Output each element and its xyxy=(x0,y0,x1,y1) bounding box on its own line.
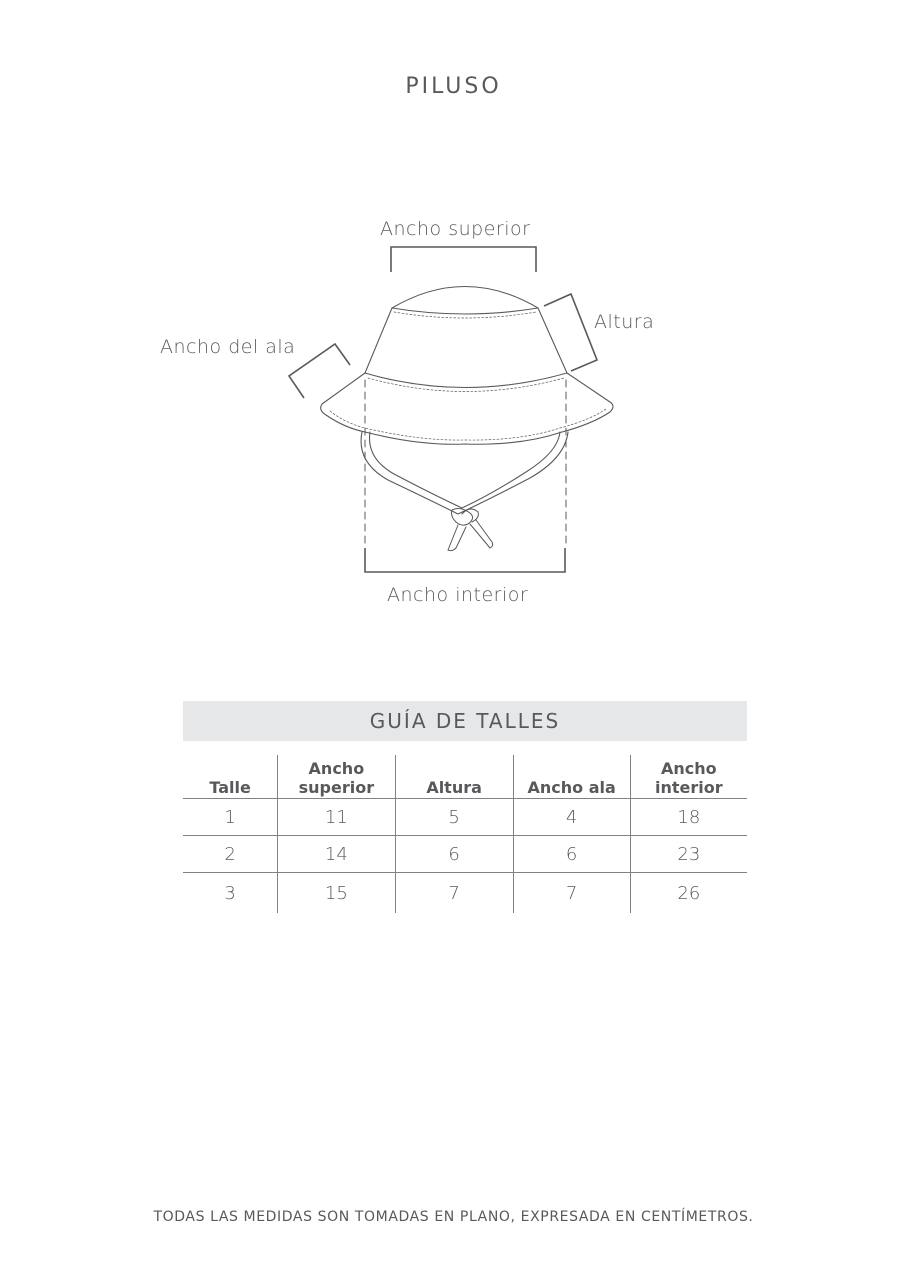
column-header-size: Talle xyxy=(183,755,278,799)
hat-crown-seam xyxy=(392,308,538,314)
cell-top-width: 14 xyxy=(278,836,395,873)
top-width-bracket xyxy=(391,247,536,272)
cell-brim-width: 7 xyxy=(513,873,630,914)
cell-size: 3 xyxy=(224,882,236,904)
cell-size: 1 xyxy=(183,799,278,836)
column-header-top-width xyxy=(278,755,395,799)
hat-bow xyxy=(452,509,473,526)
column-header-inner-width-label: Ancho interior xyxy=(655,759,723,797)
cell-top-width: 15 xyxy=(278,873,395,914)
cell-inner-width: 26 xyxy=(630,873,747,914)
cell-height: 5 xyxy=(395,799,513,836)
cell-size: 2 xyxy=(183,836,278,873)
cell-height: 7 xyxy=(395,873,513,914)
cell-brim-width: 6 xyxy=(513,836,630,873)
label-height: Altura xyxy=(594,311,655,333)
page-title: PILUSO xyxy=(405,74,502,99)
label-brim-width: Ancho del ala xyxy=(160,336,296,358)
height-bracket xyxy=(544,294,597,371)
table-row xyxy=(183,799,747,836)
column-header-inner-width xyxy=(630,755,747,799)
label-inner-width: Ancho interior xyxy=(387,584,529,606)
size-table-header-row xyxy=(183,755,747,799)
column-header-brim-width: Ancho ala xyxy=(513,755,630,799)
cell-height: 6 xyxy=(395,836,513,873)
size-guide-title: GUÍA DE TALLES xyxy=(183,701,747,741)
size-table xyxy=(183,755,747,913)
table-row xyxy=(183,836,747,873)
cell-brim-width: 4 xyxy=(513,799,630,836)
cell-top-width: 11 xyxy=(278,799,395,836)
label-top-width: Ancho superior xyxy=(380,218,531,240)
inner-width-bracket xyxy=(365,548,565,572)
column-header-top-width-label: Ancho superior xyxy=(298,759,375,797)
column-header-height: Altura xyxy=(395,755,513,799)
hat-crown-top xyxy=(392,287,538,309)
footer-note: TODAS LAS MEDIDAS SON TOMADAS EN PLANO, EXPRESADA EN CENTÍMETROS. xyxy=(153,1209,754,1225)
cell-inner-width: 23 xyxy=(630,836,747,873)
cell-inner-width: 18 xyxy=(630,799,747,836)
table-row xyxy=(183,873,747,914)
